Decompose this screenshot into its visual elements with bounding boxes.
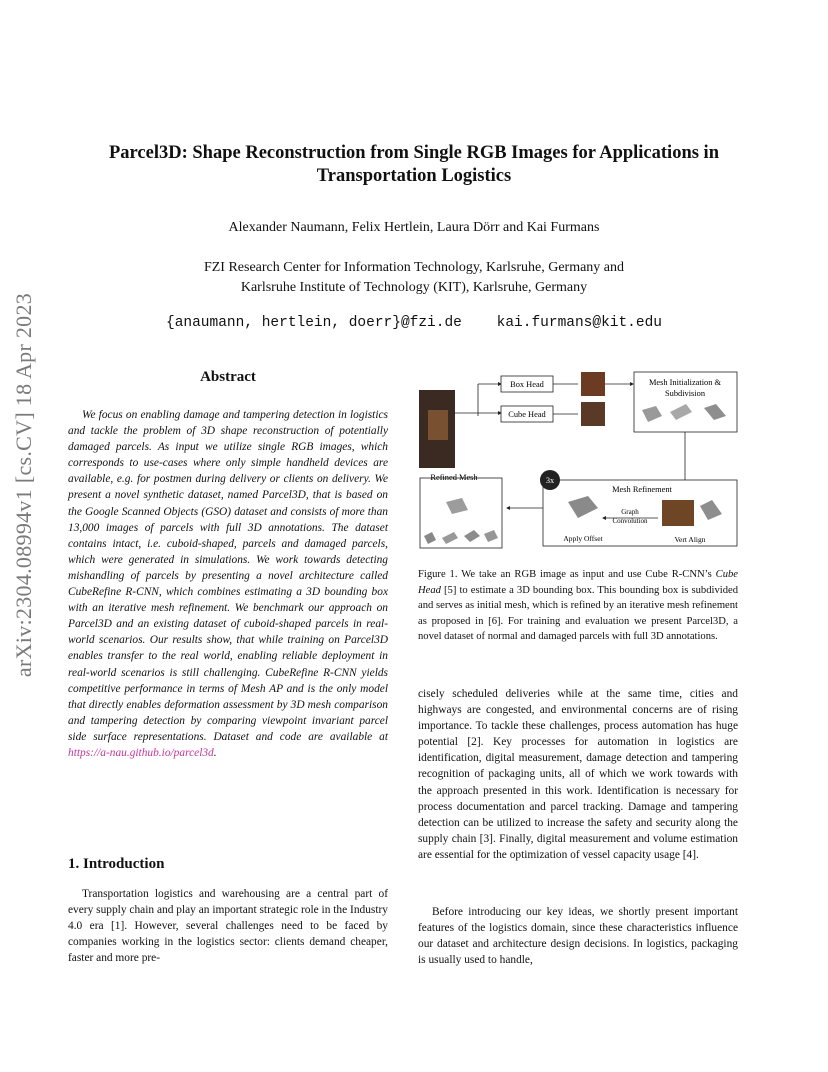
vert-align-thumbnail	[662, 500, 694, 526]
introduction-text: Transportation logistics and warehousing are a central part of every supply chain and play an important strategic role in the Industry 4.0 era [1]. However, several challenges need to be faced by companies working in the logistics sector: clients demand cheaper, faster and more pre-	[68, 888, 388, 965]
figure-caption	[418, 567, 738, 645]
title-line-1: Parcel3D: Shape Reconstruction from Single RGB Images for Applications in	[109, 143, 719, 163]
paper-title	[60, 142, 768, 188]
author-emails: {anaumann, hertlein, doerr}@fzi.de kai.furmans@kit.edu	[166, 315, 662, 331]
author-list: Alexander Naumann, Felix Hertlein, Laura Dörr and Kai Furmans	[228, 220, 600, 235]
box-head-thumbnail	[581, 372, 605, 396]
right-text-2: Before introducing our key ideas, we shortly present important features of the logistics domain, since these characteristics influence our dataset and architecture design decisions. In logistics, packaging is usually used to handle,	[418, 906, 738, 967]
abstract-body	[68, 407, 388, 761]
cube-head-label: Cube Head	[508, 410, 546, 419]
convolution-label: Convolution	[612, 517, 648, 525]
refined-mesh-label: Refined Mesh	[430, 473, 478, 482]
title-line-2: Transportation Logistics	[316, 166, 512, 186]
right-column-paragraph-1	[418, 686, 738, 863]
graph-label: Graph	[621, 508, 639, 516]
cube-head-thumbnail	[581, 402, 605, 426]
abstract-end: .	[213, 746, 217, 759]
code-link[interactable]: https://a-nau.github.io/parcel3d	[68, 746, 214, 759]
abstract-text: We focus on enabling damage and tampering detection in logistics and tackle the problem of 3D shape reconstruction of potentially damaged parcels. As input we utilize single RGB images, which corresponds to use-cases where only simple handheld devices are available, e.g. for postmen during delivery or clients on delivery. We present a novel synthetic dataset, named Parcel3D, that is based on the Google Scanned Objects (GSO) dataset and consists of more than 13,000 images of parcels with full 3D annotations. The dataset contains intact, i.e. cuboid-shaped, parcels and damaged parcels, which were generated in simulations. We work towards detecting mishandling of parcels by presenting a novel architecture called CubeRefine R-CNN, which combines estimating a 3D bounding box with an iterative mesh refinement. We benchmark our approach on Parcel3D and an existing dataset of cuboid-shaped parcels in real-world scenarios. Our results show, that while training on Parcel3D enables transfer to the real world, enabling reliable deployment in real-world scenarios is still challenging. CubeRefine R-CNN yields competitive performance in terms of Mesh AP and is the only model that directly enables deformation assessment by 3D mesh comparison and tampering detection by comparing viewpoint invariant parcel side surface representations. Dataset and code are available at	[68, 409, 388, 743]
arxiv-identifier	[4, 275, 44, 695]
mesh-init-label: Mesh Initialization &	[648, 378, 722, 387]
affiliations	[60, 258, 768, 298]
architecture-figure	[418, 368, 740, 550]
arxiv-id-text: arXiv:2304.08994v1 [cs.CV] 18 Apr 2023	[11, 292, 36, 678]
abstract-heading: Abstract	[200, 369, 256, 385]
right-column-paragraph-2	[418, 904, 738, 968]
caption-part-1: Figure 1. We take an RGB image as input and use Cube R-CNN’s	[418, 569, 716, 580]
mesh-refinement-label: Mesh Refinement	[612, 485, 672, 494]
affiliation-line-2: Karlsruhe Institute of Technology (KIT), Karlsruhe, Germany	[240, 280, 588, 295]
introduction-body	[68, 886, 388, 966]
caption-emphasis: Cube Head	[418, 569, 738, 596]
vert-align-label: Vert Align	[674, 535, 706, 544]
introduction-heading: 1. Introduction	[68, 856, 165, 872]
caption-part-2: [5] to estimate a 3D bounding box. This bounding box is subdivided and serves as initial mesh, which is refined by an iterative mesh refinement as proposed in [6]. For training and evaluation we present Parcel3D, a novel dataset of normal and damaged parcels with full 3D annotations.	[418, 584, 738, 643]
affiliation-line-1: FZI Research Center for Information Technology, Karlsruhe, Germany and	[203, 260, 625, 275]
right-text-1: cisely scheduled deliveries while at the same time, cities and highways are congested, and environmental concerns are of rising importance. To tackle these challenges, process automation has huge potential [2]. Key processes for automation in logistics are identification, digital measurement, damage detection and tampering recognition of packaging units, all of which we work towards with the approach presented in this work. Identification is necessary for process documentation and parcel tracking. Damage and tampering detection can be utilized to increase the safety and security along the supply chain [3]. Finally, digital measurement and volume estimation are essential for the optimization of vessel capacity usage [4].	[418, 688, 738, 861]
iteration-label: 3x	[545, 476, 555, 485]
mesh-init-label-2: Subdivision	[664, 389, 706, 398]
apply-offset-label: Apply Offset	[563, 534, 603, 543]
box-head-label: Box Head	[510, 380, 544, 389]
